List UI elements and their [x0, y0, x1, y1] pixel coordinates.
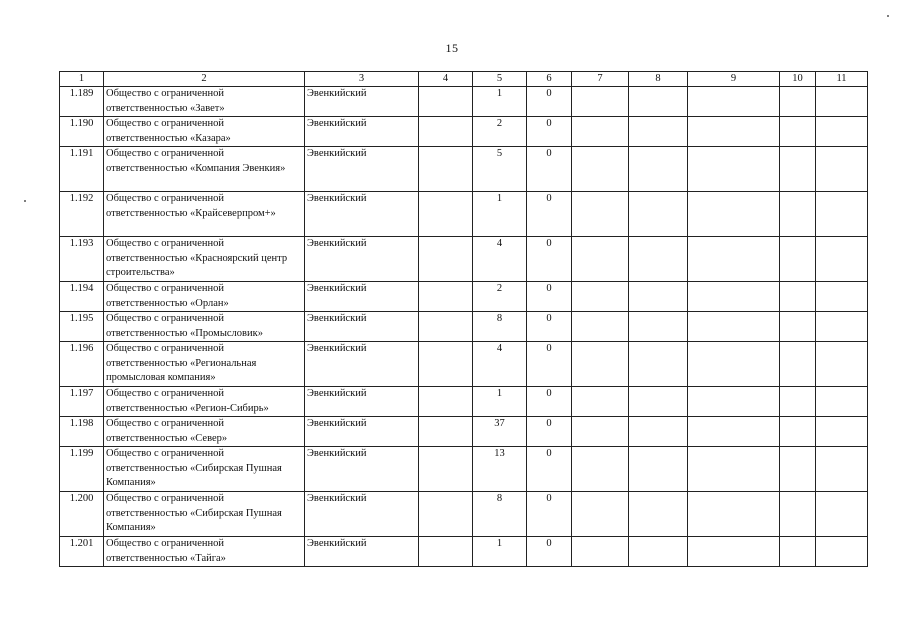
table-row: [60, 387, 868, 417]
column-5-cell: 13: [473, 447, 527, 492]
column-6-cell: 0: [527, 417, 572, 447]
column-6-cell: 0: [527, 117, 572, 147]
table-header-row: [60, 72, 868, 87]
column-11-cell: [816, 387, 868, 417]
district-cell: Эвенкийский: [305, 417, 419, 447]
table-row: [60, 282, 868, 312]
column-header: 1: [60, 72, 104, 87]
column-8-cell: [629, 237, 688, 282]
table-body: [60, 87, 868, 567]
column-11-cell: [816, 237, 868, 282]
district-cell: Эвенкийский: [305, 192, 419, 237]
column-6-cell: 0: [527, 312, 572, 342]
column-header: 10: [780, 72, 816, 87]
district-cell: Эвенкийский: [305, 87, 419, 117]
column-10-cell: [780, 312, 816, 342]
row-number-cell: 1.200: [60, 492, 104, 537]
organization-name-cell: Общество с ограниченной ответственностью «Орлан»: [104, 282, 305, 312]
column-8-cell: [629, 417, 688, 447]
column-10-cell: [780, 117, 816, 147]
column-11-cell: [816, 312, 868, 342]
column-9-cell: [688, 192, 780, 237]
column-7-cell: [572, 447, 629, 492]
organization-name-cell: Общество с ограниченной ответственностью «Региональная промысловая компания»: [104, 342, 305, 387]
column-5-cell: 1: [473, 537, 527, 567]
row-number-cell: 1.196: [60, 342, 104, 387]
column-6-cell: 0: [527, 192, 572, 237]
column-4-cell: [419, 342, 473, 387]
column-11-cell: [816, 447, 868, 492]
column-7-cell: [572, 492, 629, 537]
column-5-cell: 2: [473, 117, 527, 147]
column-9-cell: [688, 387, 780, 417]
table-row: [60, 87, 868, 117]
column-8-cell: [629, 537, 688, 567]
column-8-cell: [629, 192, 688, 237]
column-8-cell: [629, 447, 688, 492]
district-cell: Эвенкийский: [305, 447, 419, 492]
column-5-cell: 2: [473, 282, 527, 312]
organization-name-cell: Общество с ограниченной ответственностью «Тайга»: [104, 537, 305, 567]
column-5-cell: 8: [473, 492, 527, 537]
column-6-cell: 0: [527, 387, 572, 417]
column-4-cell: [419, 192, 473, 237]
table-row: [60, 237, 868, 282]
column-9-cell: [688, 282, 780, 312]
column-4-cell: [419, 387, 473, 417]
column-10-cell: [780, 447, 816, 492]
column-10-cell: [780, 492, 816, 537]
column-4-cell: [419, 312, 473, 342]
table-row: [60, 312, 868, 342]
organization-name-cell: Общество с ограниченной ответственностью «Промысловик»: [104, 312, 305, 342]
column-5-cell: 1: [473, 192, 527, 237]
column-6-cell: 0: [527, 87, 572, 117]
column-11-cell: [816, 417, 868, 447]
column-4-cell: [419, 417, 473, 447]
column-10-cell: [780, 387, 816, 417]
column-10-cell: [780, 147, 816, 192]
column-header: 8: [629, 72, 688, 87]
column-8-cell: [629, 282, 688, 312]
column-11-cell: [816, 492, 868, 537]
organization-name-cell: Общество с ограниченной ответственностью «Север»: [104, 417, 305, 447]
row-number-cell: 1.199: [60, 447, 104, 492]
column-7-cell: [572, 282, 629, 312]
column-4-cell: [419, 117, 473, 147]
column-5-cell: 1: [473, 387, 527, 417]
column-header: 9: [688, 72, 780, 87]
column-10-cell: [780, 537, 816, 567]
column-7-cell: [572, 312, 629, 342]
district-cell: Эвенкийский: [305, 282, 419, 312]
row-number-cell: 1.192: [60, 192, 104, 237]
row-number-cell: 1.189: [60, 87, 104, 117]
column-4-cell: [419, 447, 473, 492]
column-4-cell: [419, 537, 473, 567]
column-11-cell: [816, 87, 868, 117]
column-8-cell: [629, 387, 688, 417]
district-cell: Эвенкийский: [305, 147, 419, 192]
column-9-cell: [688, 492, 780, 537]
row-number-cell: 1.198: [60, 417, 104, 447]
scan-speck: [887, 15, 889, 17]
page-number: 15: [445, 41, 459, 55]
row-number-cell: 1.194: [60, 282, 104, 312]
organization-name-cell: Общество с ограниченной ответственностью «Компания Эвенкия»: [104, 147, 305, 192]
column-11-cell: [816, 147, 868, 192]
table-row: [60, 192, 868, 237]
column-6-cell: 0: [527, 147, 572, 192]
column-6-cell: 0: [527, 447, 572, 492]
table-row: [60, 447, 868, 492]
row-number-cell: 1.195: [60, 312, 104, 342]
organization-name-cell: Общество с ограниченной ответственностью «Завет»: [104, 87, 305, 117]
column-header: 3: [305, 72, 419, 87]
district-cell: Эвенкийский: [305, 387, 419, 417]
column-5-cell: 8: [473, 312, 527, 342]
column-11-cell: [816, 537, 868, 567]
column-10-cell: [780, 237, 816, 282]
column-7-cell: [572, 87, 629, 117]
scan-speck: [24, 200, 26, 202]
column-6-cell: 0: [527, 537, 572, 567]
row-number-cell: 1.190: [60, 117, 104, 147]
column-8-cell: [629, 117, 688, 147]
column-8-cell: [629, 312, 688, 342]
column-5-cell: 1: [473, 87, 527, 117]
column-7-cell: [572, 147, 629, 192]
column-10-cell: [780, 342, 816, 387]
column-7-cell: [572, 417, 629, 447]
column-header: 4: [419, 72, 473, 87]
column-5-cell: 37: [473, 417, 527, 447]
organization-name-cell: Общество с ограниченной ответственностью «Красноярский центр строительства»: [104, 237, 305, 282]
row-number-cell: 1.201: [60, 537, 104, 567]
column-7-cell: [572, 537, 629, 567]
district-cell: Эвенкийский: [305, 342, 419, 387]
column-header: 7: [572, 72, 629, 87]
column-header: 2: [104, 72, 305, 87]
column-header: 11: [816, 72, 868, 87]
column-6-cell: 0: [527, 342, 572, 387]
column-9-cell: [688, 312, 780, 342]
column-8-cell: [629, 342, 688, 387]
column-9-cell: [688, 147, 780, 192]
column-6-cell: 0: [527, 492, 572, 537]
column-7-cell: [572, 192, 629, 237]
column-9-cell: [688, 117, 780, 147]
district-cell: Эвенкийский: [305, 237, 419, 282]
column-9-cell: [688, 447, 780, 492]
column-7-cell: [572, 342, 629, 387]
district-cell: Эвенкийский: [305, 312, 419, 342]
column-10-cell: [780, 87, 816, 117]
organization-name-cell: Общество с ограниченной ответственностью «Сибирская Пушная Компания»: [104, 492, 305, 537]
column-9-cell: [688, 417, 780, 447]
table-row: [60, 492, 868, 537]
column-10-cell: [780, 192, 816, 237]
column-header: 5: [473, 72, 527, 87]
column-4-cell: [419, 87, 473, 117]
organization-name-cell: Общество с ограниченной ответственностью «Казара»: [104, 117, 305, 147]
column-11-cell: [816, 342, 868, 387]
district-cell: Эвенкийский: [305, 117, 419, 147]
table-row: [60, 537, 868, 567]
organization-name-cell: Общество с ограниченной ответственностью «Крайсеверпром+»: [104, 192, 305, 237]
column-8-cell: [629, 87, 688, 117]
column-11-cell: [816, 192, 868, 237]
column-9-cell: [688, 87, 780, 117]
column-6-cell: 0: [527, 282, 572, 312]
column-4-cell: [419, 282, 473, 312]
table-row: [60, 342, 868, 387]
column-8-cell: [629, 147, 688, 192]
column-7-cell: [572, 387, 629, 417]
column-8-cell: [629, 492, 688, 537]
column-10-cell: [780, 417, 816, 447]
column-11-cell: [816, 282, 868, 312]
column-10-cell: [780, 282, 816, 312]
column-11-cell: [816, 117, 868, 147]
column-header: 6: [527, 72, 572, 87]
row-number-cell: 1.193: [60, 237, 104, 282]
column-9-cell: [688, 342, 780, 387]
column-7-cell: [572, 237, 629, 282]
table-row: [60, 417, 868, 447]
district-cell: Эвенкийский: [305, 537, 419, 567]
column-5-cell: 4: [473, 237, 527, 282]
column-5-cell: 4: [473, 342, 527, 387]
column-9-cell: [688, 537, 780, 567]
column-4-cell: [419, 147, 473, 192]
column-5-cell: 5: [473, 147, 527, 192]
column-4-cell: [419, 237, 473, 282]
organization-name-cell: Общество с ограниченной ответственностью «Сибирская Пушная Компания»: [104, 447, 305, 492]
district-cell: Эвенкийский: [305, 492, 419, 537]
column-9-cell: [688, 237, 780, 282]
column-6-cell: 0: [527, 237, 572, 282]
table-row: [60, 117, 868, 147]
column-4-cell: [419, 492, 473, 537]
column-7-cell: [572, 117, 629, 147]
row-number-cell: 1.197: [60, 387, 104, 417]
organization-name-cell: Общество с ограниченной ответственностью «Регион-Сибирь»: [104, 387, 305, 417]
registry-table: [59, 71, 868, 567]
table-row: [60, 147, 868, 192]
row-number-cell: 1.191: [60, 147, 104, 192]
